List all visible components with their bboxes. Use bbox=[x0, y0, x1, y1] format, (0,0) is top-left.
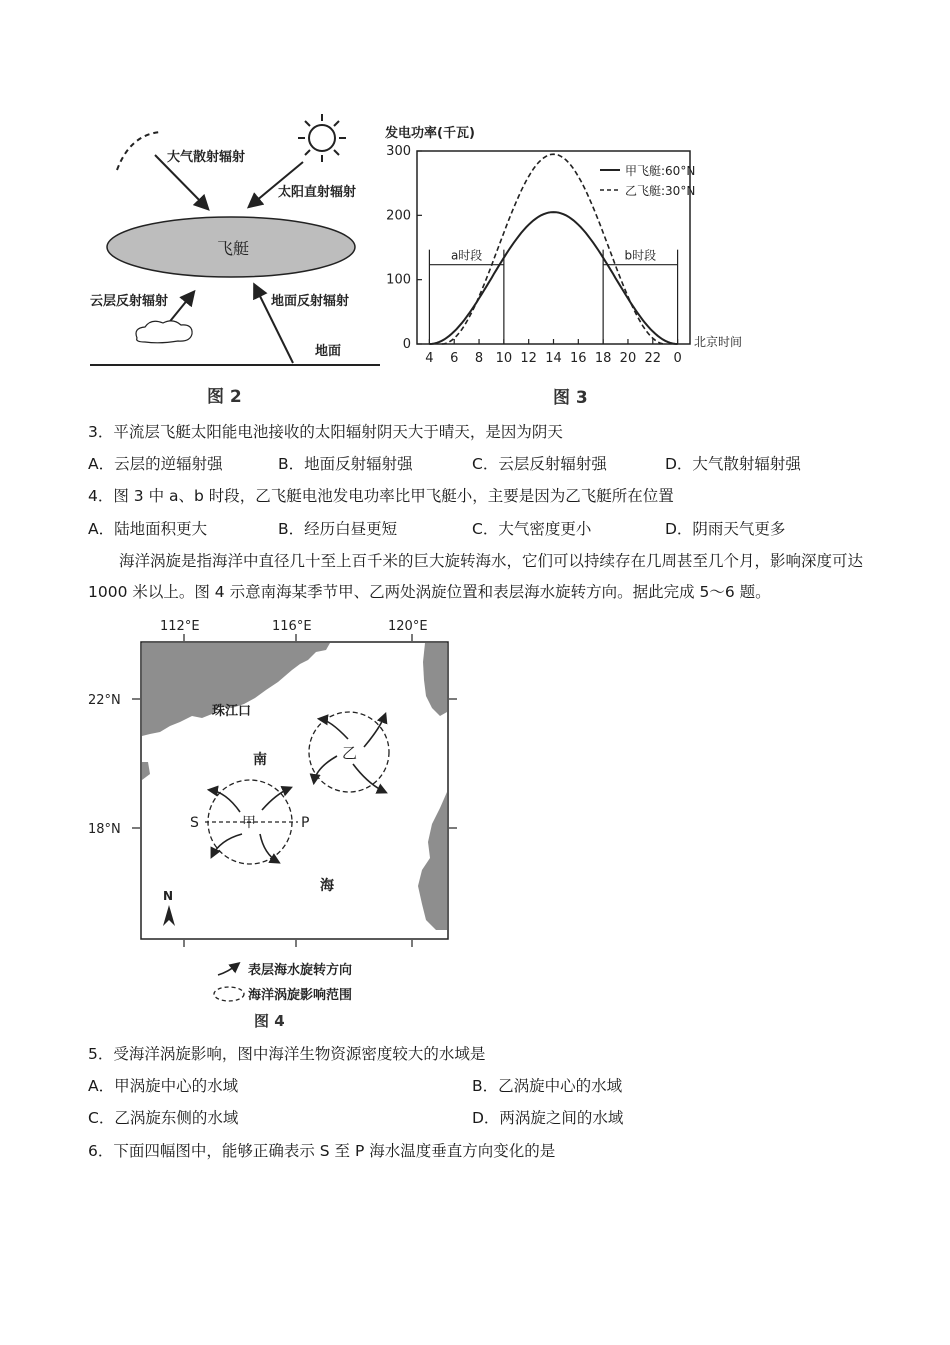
label-sea-1: 南 bbox=[253, 752, 267, 768]
x-tick-label: 22 bbox=[644, 351, 662, 366]
q5-option-a[interactable]: A．甲涡旋中心的水域 bbox=[88, 1077, 239, 1095]
q4-option-a[interactable]: A．陆地面积更大 bbox=[88, 520, 208, 538]
q4-option-d[interactable]: D．阴雨天气更多 bbox=[665, 520, 786, 538]
label-estuary: 珠江口 bbox=[212, 704, 252, 719]
x-tick-label: 16 bbox=[570, 351, 587, 366]
lon-116: 116°E bbox=[272, 619, 312, 634]
period-label: b时段 bbox=[624, 248, 657, 263]
chart-frame bbox=[417, 151, 690, 344]
y-tick-label: 300 bbox=[386, 144, 411, 159]
q5-option-d[interactable]: D．两涡旋之间的水域 bbox=[472, 1109, 624, 1127]
lon-120: 120°E bbox=[388, 619, 428, 634]
y-tick-label: 100 bbox=[386, 272, 411, 288]
q3-option-b[interactable]: B．地面反射辐射强 bbox=[278, 455, 413, 473]
x-tick-label: 8 bbox=[474, 351, 484, 366]
label-cloud: 云层反射辐射 bbox=[90, 294, 169, 309]
figure-3-chart bbox=[375, 120, 790, 410]
cloud-icon bbox=[136, 321, 192, 343]
legend-arrow-icon bbox=[218, 964, 238, 975]
q3-option-a[interactable]: A．云层的逆辐射强 bbox=[88, 455, 223, 473]
passage: 海洋涡旋是指海洋中直径几十至上百千米的巨大旋转海水，它们可以持续存在几周甚至几个月，影响深度可达 1000 米以上。图 4 示意南海某季节甲、乙两处涡旋位置和表层海水旋转方向。据此完成 5～6 题。 bbox=[88, 552, 864, 601]
north-label: N bbox=[163, 889, 174, 903]
x-tick-label: 20 bbox=[619, 351, 637, 366]
q3-option-c[interactable]: C．云层反射辐射强 bbox=[472, 455, 607, 473]
q4-option-b[interactable]: B．经历白昼更短 bbox=[278, 520, 398, 538]
y-tick-label: 0 bbox=[402, 337, 411, 352]
chart-ylabel: 发电功率(千瓦) bbox=[385, 126, 475, 141]
label-direct: 太阳直射辐射 bbox=[278, 185, 357, 200]
lat-18: 18°N bbox=[88, 822, 121, 837]
q4-option-c[interactable]: C．大气密度更小 bbox=[472, 520, 592, 538]
x-tick-label: 4 bbox=[425, 351, 434, 366]
label-ground-refl: 地面反射辐射 bbox=[271, 294, 350, 309]
lon-112: 112°E bbox=[160, 619, 200, 634]
q5-stem: 5．受海洋涡旋影响，图中海洋生物资源密度较大的水域是 bbox=[88, 1045, 486, 1063]
eddy-a-label: 甲 bbox=[242, 815, 256, 831]
q3-option-d[interactable]: D．大气散射辐射强 bbox=[665, 455, 801, 473]
sun-icon bbox=[298, 114, 346, 162]
legend-circle-icon bbox=[214, 987, 244, 1001]
label-sea-2: 海 bbox=[320, 878, 334, 894]
x-tick-label: 0 bbox=[673, 351, 682, 366]
legend-circle-label: 海洋涡旋影响范围 bbox=[248, 988, 353, 1003]
figure-4-map bbox=[80, 612, 470, 1037]
legend-arrow-label: 表层海水旋转方向 bbox=[248, 963, 353, 978]
x-tick-label: 12 bbox=[520, 351, 537, 366]
figure-2 bbox=[85, 110, 385, 410]
chart-xlabel: 北京时间 bbox=[694, 335, 743, 349]
label-scatter: 大气散射辐射 bbox=[167, 150, 246, 165]
x-tick-label: 10 bbox=[495, 351, 513, 366]
q4-stem: 4．图 3 中 a、b 时段，乙飞艇电池发电功率比甲飞艇小，主要是因为乙飞艇所在位置 bbox=[88, 487, 674, 505]
cloud-arrow bbox=[167, 293, 193, 325]
legend-yi-label: 乙飞艇:30°N bbox=[625, 184, 696, 198]
figure-2-caption: 图 2 bbox=[207, 387, 242, 407]
label-airship: 飞艇 bbox=[217, 239, 250, 258]
eddy-b-label: 乙 bbox=[342, 744, 358, 762]
figure-4-caption: 图 4 bbox=[254, 1012, 285, 1030]
q5-option-b[interactable]: B．乙涡旋中心的水域 bbox=[472, 1077, 623, 1095]
period-label: a时段 bbox=[450, 248, 483, 263]
q6-stem: 6．下面四幅图中，能够正确表示 S 至 P 海水温度垂直方向变化的是 bbox=[88, 1142, 556, 1160]
q5-option-c[interactable]: C．乙涡旋东侧的水域 bbox=[88, 1109, 239, 1127]
lat-22: 22°N bbox=[88, 693, 121, 708]
label-ground: 地面 bbox=[315, 344, 342, 359]
series-jia-line bbox=[429, 212, 677, 344]
legend-jia-label: 甲飞艇:60°N bbox=[625, 164, 696, 178]
x-tick-label: 6 bbox=[450, 351, 459, 366]
x-tick-label: 14 bbox=[545, 351, 562, 366]
q3-stem: 3．平流层飞艇太阳能电池接收的太阳辐射阴天大于晴天，是因为阴天 bbox=[88, 423, 563, 441]
y-tick-label: 200 bbox=[386, 208, 411, 224]
point-s: S bbox=[190, 815, 199, 831]
x-tick-label: 18 bbox=[594, 351, 612, 366]
scatter-arc bbox=[117, 132, 160, 170]
point-p: P bbox=[301, 815, 310, 831]
figure-3-caption: 图 3 bbox=[553, 388, 588, 408]
